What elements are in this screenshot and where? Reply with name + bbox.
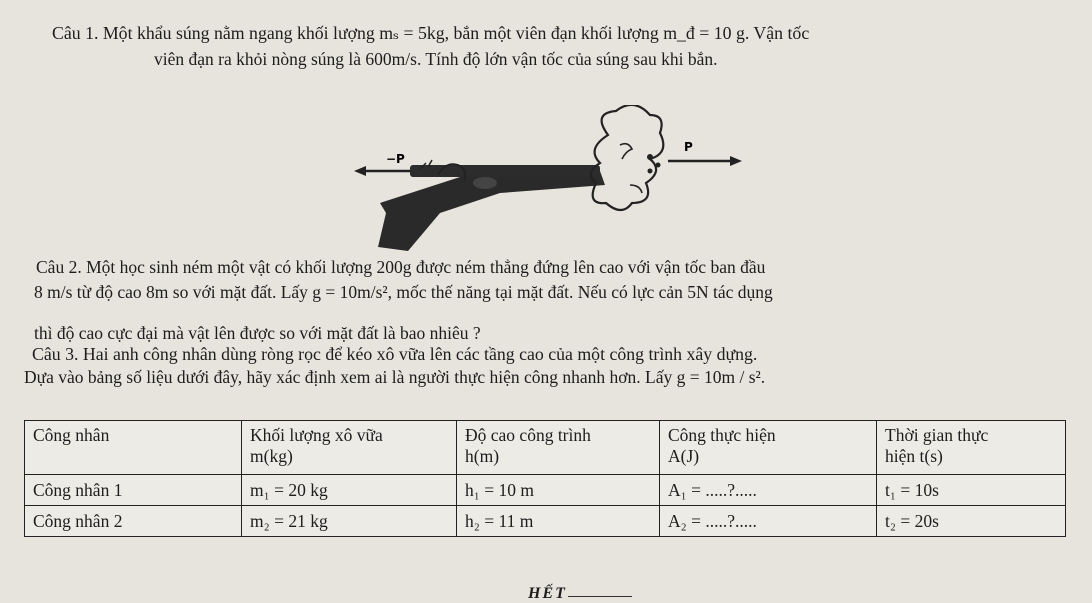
table-cell: m₂ = 21 kg — [242, 506, 457, 537]
recoil-label: −P — [386, 152, 405, 166]
end-divider — [568, 596, 632, 597]
table-cell: h₂ = 11 m — [457, 506, 660, 537]
table-cell: A₁ = .....?..... — [660, 475, 877, 506]
header-cell: Khối lượng xô vữa m(kg) — [242, 421, 457, 475]
q1-line2: viên đạn ra khỏi nòng súng là 600m/s. Tính độ lớn vận tốc của súng sau khi bắn. — [154, 49, 718, 69]
header-cell: Thời gian thực hiện t(s) — [877, 421, 1066, 475]
gun-recoil-illustration — [350, 105, 750, 255]
table-cell: m₁ = 20 kg — [242, 475, 457, 506]
table-row — [25, 475, 1066, 506]
table-header-row — [25, 421, 1066, 475]
worker-data-table — [24, 420, 1066, 537]
end-marker: HẾT — [528, 585, 567, 602]
q2-line1: Câu 2. Một học sinh ném một vật có khối lượng 200g được ném thẳng đứng lên cao với vận tốc ban đầu — [36, 257, 766, 277]
table-cell: t₂ = 20s — [877, 506, 1066, 537]
q1-line1: Câu 1. Một khẩu súng nằm ngang khối lượng mₛ = 5kg, bắn một viên đạn khối lượng m_đ = 10 g. Vận tốc — [52, 23, 810, 43]
table-cell: t₁ = 10s — [877, 475, 1066, 506]
q2-line3: thì độ cao cực đại mà vật lên được so với mặt đất là bao nhiêu ? — [34, 323, 481, 343]
q3-line1: Câu 3. Hai anh công nhân dùng ròng rọc để kéo xô vữa lên các tầng cao của một công trình xây dựng. — [32, 344, 758, 364]
table-cell: A₂ = .....?..... — [660, 506, 877, 537]
header-cell: Công thực hiện A(J) — [660, 421, 877, 475]
q2-line2: 8 m/s từ độ cao 8m so với mặt đất. Lấy g = 10m/s², mốc thế năng tại mặt đất. Nếu có lực cản 5N tác dụng — [34, 282, 773, 302]
table-cell: Công nhân 1 — [25, 475, 242, 506]
header-cell: Công nhân — [25, 421, 242, 475]
header-cell: Độ cao công trình h(m) — [457, 421, 660, 475]
table-cell: h₁ = 10 m — [457, 475, 660, 506]
table-cell: Công nhân 2 — [25, 506, 242, 537]
q3-line2: Dựa vào bảng số liệu dưới đây, hãy xác định xem ai là người thực hiện công nhanh hơn. Lấy g = 10m / s². — [24, 367, 766, 387]
table-row — [25, 506, 1066, 537]
bullet-label: P — [684, 140, 693, 154]
